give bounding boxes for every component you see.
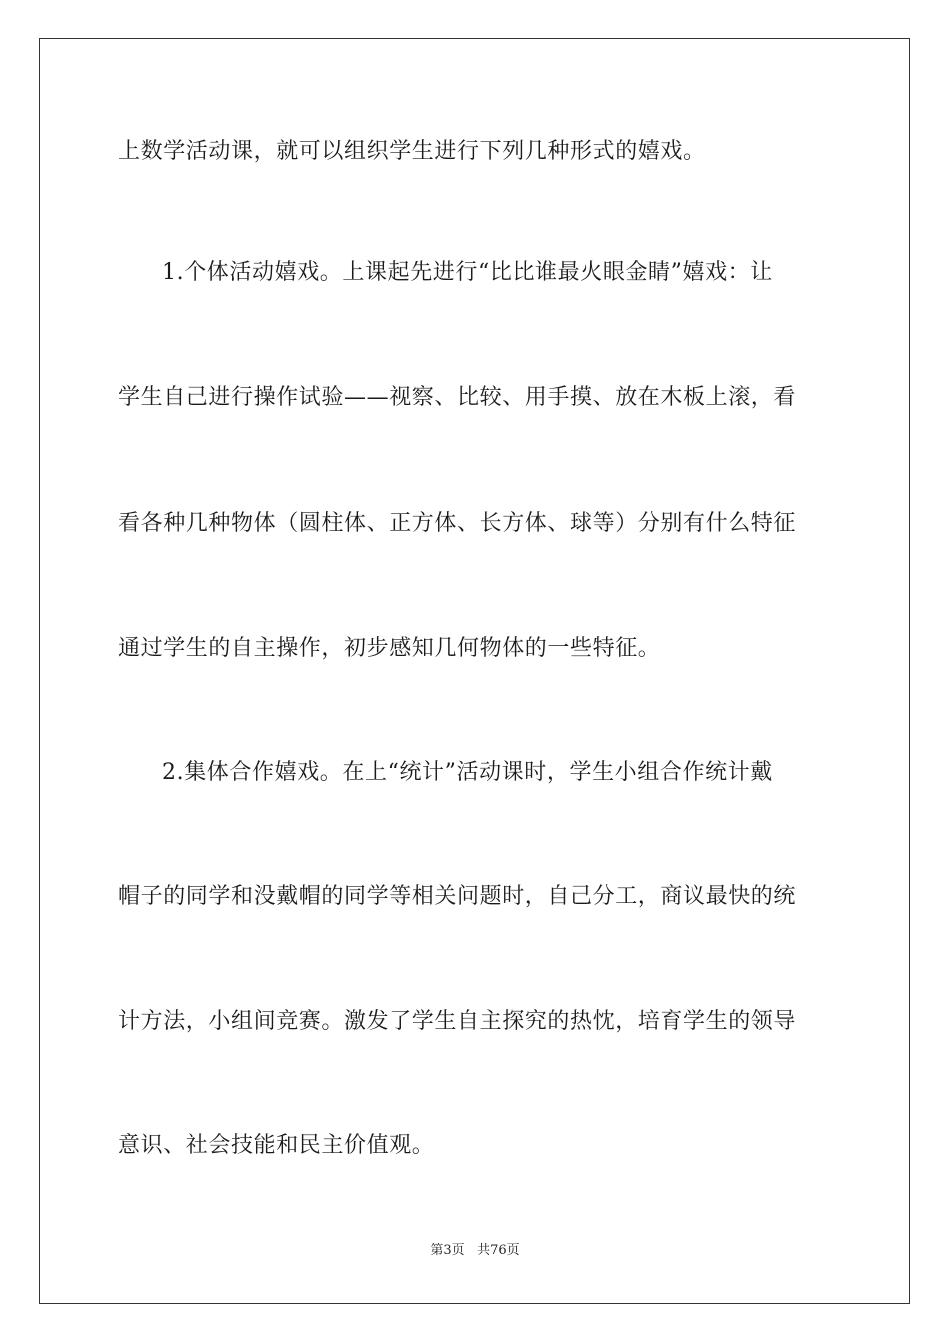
paragraph-line-6: 2.集体合作嬉戏。在上“统计”活动课时，学生小组合作统计戴 xyxy=(162,760,773,785)
page-footer xyxy=(0,1239,950,1258)
page-border xyxy=(39,38,910,1304)
paragraph-line-3: 学生自己进行操作试验——视察、比较、用手摸、放在木板上滚，看 xyxy=(118,385,797,410)
paragraph-line-8: 计方法，小组间竞赛。激发了学生自主探究的热忱，培育学生的领导 xyxy=(118,1009,797,1034)
page-number: 第3页 xyxy=(430,1243,465,1258)
paragraph-line-2: 1.个体活动嬉戏。上课起先进行“比比谁最火眼金睛”嬉戏：让 xyxy=(162,260,773,285)
paragraph-line-1: 上数学活动课，就可以组织学生进行下列几种形式的嬉戏。 xyxy=(118,139,706,164)
paragraph-line-4: 看各种几种物体（圆柱体、正方体、长方体、球等）分别有什么特征 xyxy=(118,511,797,536)
paragraph-line-5: 通过学生的自主操作，初步感知几何物体的一些特征。 xyxy=(118,636,661,661)
paragraph-line-9: 意识、社会技能和民主价值观。 xyxy=(118,1133,435,1158)
page-total: 共76页 xyxy=(477,1243,520,1258)
paragraph-line-7: 帽子的同学和没戴帽的同学等相关问题时，自己分工，商议最快的统 xyxy=(118,884,797,909)
